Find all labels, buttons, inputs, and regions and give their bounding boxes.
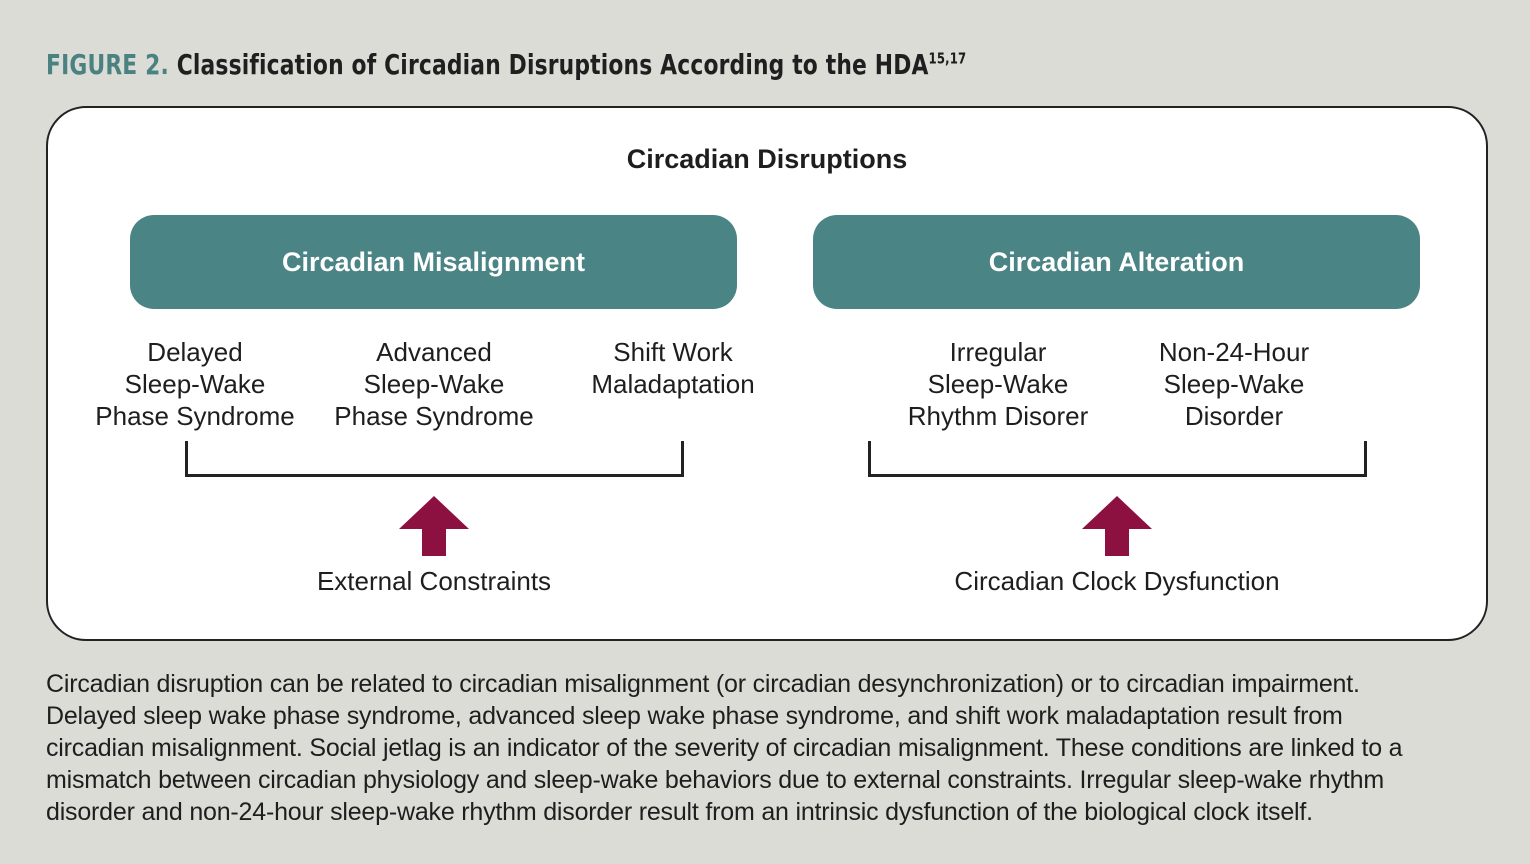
disorder-item-advanced-sleep-wake-phase xyxy=(314,336,554,432)
caption-line: disorder and non-24-hour sleep-wake rhythm disorder result from an intrinsic dysfunction of the biological clock itself. xyxy=(46,798,1313,826)
figure-label: FIGURE 2. xyxy=(46,48,169,81)
up-arrow-icon xyxy=(1082,496,1152,556)
disorder-item-shift-work-maladaptation xyxy=(553,336,793,400)
item-line: Non-24-Hour xyxy=(1158,337,1310,367)
caption-line: Delayed sleep wake phase syndrome, advanced sleep wake phase syndrome, and shift work maladaptation result from xyxy=(46,702,1343,730)
disorder-item-delayed-sleep-wake-phase xyxy=(75,336,315,432)
category-label: Circadian Alteration xyxy=(988,246,1245,277)
root-node-title: Circadian Disruptions xyxy=(626,144,908,174)
bracket-misalignment xyxy=(185,441,684,477)
caption-line: mismatch between circadian physiology and sleep-wake behaviors due to external constraints. Irregular sleep-wake rhythm xyxy=(46,766,1384,794)
item-line: Phase Syndrome xyxy=(334,401,534,431)
disorder-item-irregular-sleep-wake-rhythm xyxy=(878,336,1118,432)
disorder-item-non-24-hour-sleep-wake xyxy=(1114,336,1354,432)
diagram-panel xyxy=(46,106,1488,641)
item-line: Sleep-Wake xyxy=(124,369,266,399)
category-label: Circadian Misalignment xyxy=(281,246,586,277)
item-line: Advanced xyxy=(376,337,492,367)
item-line: Disorder xyxy=(1184,401,1284,431)
cause-circadian-clock-dysfunction: Circadian Clock Dysfunction xyxy=(954,566,1280,596)
category-box-circadian-misalignment xyxy=(130,215,737,309)
item-line: Maladaptation xyxy=(591,369,755,399)
item-line: Phase Syndrome xyxy=(95,401,295,431)
item-line: Delayed xyxy=(147,337,243,367)
figure-title-text: Classification of Circadian Disruptions According to the HDA xyxy=(176,48,929,81)
item-line: Sleep-Wake xyxy=(363,369,505,399)
figure-title xyxy=(46,40,966,90)
caption-line: Circadian disruption can be related to circadian misalignment (or circadian desynchronization) or to circadian impairment. xyxy=(46,670,1360,698)
figure-caption xyxy=(46,668,1486,828)
item-line: Sleep-Wake xyxy=(1163,369,1305,399)
bracket-alteration xyxy=(868,441,1367,477)
figure-title-citation: 15,17 xyxy=(928,49,967,68)
item-line: Irregular xyxy=(949,337,1047,367)
up-arrow-icon xyxy=(399,496,469,556)
item-line: Shift Work xyxy=(613,337,733,367)
item-line: Rhythm Disorer xyxy=(907,401,1089,431)
caption-line: circadian misalignment. Social jetlag is an indicator of the severity of circadian misalignment. These conditions are linked to a xyxy=(46,734,1403,762)
category-box-circadian-alteration xyxy=(813,215,1420,309)
item-line: Sleep-Wake xyxy=(927,369,1069,399)
cause-external-constraints: External Constraints xyxy=(316,566,552,596)
